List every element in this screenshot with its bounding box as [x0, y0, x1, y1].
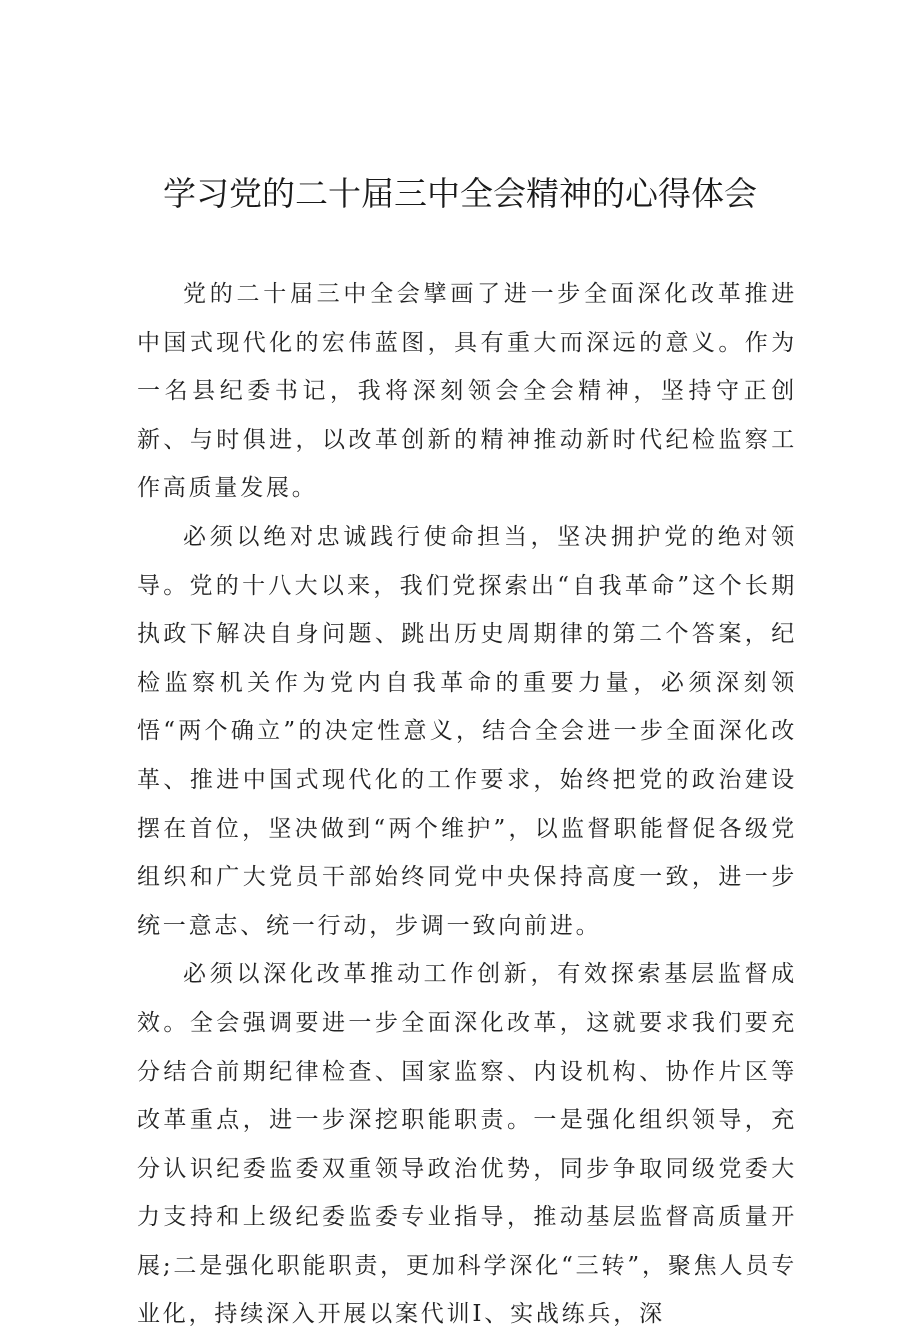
document-body	[137, 270, 797, 1339]
paragraph-3: 必须以深化改革推动工作创新，有效探索基层监督成效。全会强调要进一步全面深化改革，这就要求我们要充分结合前期纪律检查、国家监察、内设机构、协作片区等改革重点，进一步深挖职能职责。一是强化组织领导，充分认识纪委监委双重领导政治优势，同步争取同级党委大力支持和上级纪委监委专业指导，推动基层监督高质量开展;二是强化职能职责，更加科学深化“三转”，聚焦人员专业化，持续深入开展以案代训I、实战练兵，深	[137, 961, 797, 1328]
paragraph-2: 必须以绝对忠诚践行使命担当，坚决拥护党的绝对领导。党的十八大以来，我们党探索出“自我革命”这个长期执政下解决自身问题、跳出历史周期律的第二个答案，纪检监察机关作为党内自我革命的重要力量，必须深刻领悟“两个确立”的决定性意义，结合全会进一步全面深化改革、推进中国式现代化的工作要求，始终把党的政治建设摆在首位，坚决做到“两个维护”，以监督职能督促各级党组织和广大党员干部始终同党中央保持高度一致，进一步统一意志、统一行动，步调一致向前进。	[137, 523, 797, 939]
document-title: 学习党的二十届三中全会精神的心得体会	[163, 174, 757, 213]
paragraph-1: 党的二十届三中全会擘画了进一步全面深化改革推进中国式现代化的宏伟蓝图，具有重大而深远的意义。作为一名县纪委书记，我将深刻领会全会精神，坚持守正创新、与时俱进，以改革创新的精神推动新时代纪检监察工作高质量发展。	[137, 281, 797, 502]
